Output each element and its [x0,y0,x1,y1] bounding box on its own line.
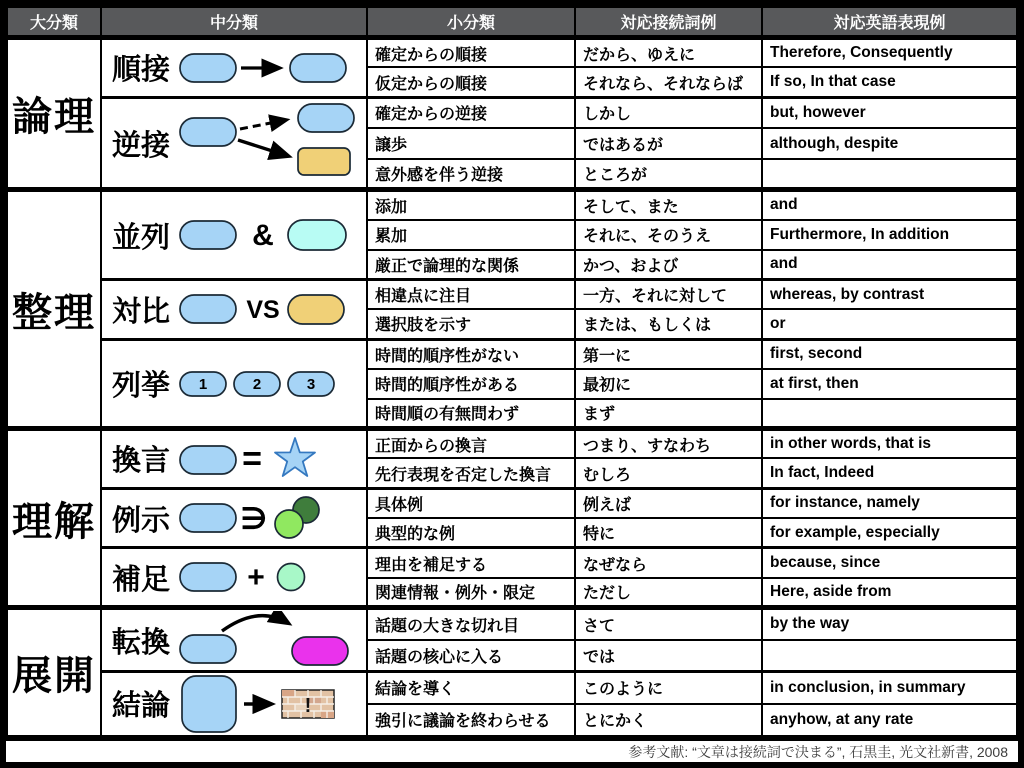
conjunction-example-cell: さて [575,608,762,640]
english-expression-cell: In fact, Indeed [762,458,1017,488]
english-expression-cell: in conclusion, in summary [762,671,1017,703]
reverse-arrow-diagram [178,100,356,186]
plus-symbol: + [247,561,265,595]
mid-category-label: 並列 [112,221,171,254]
conjunction-example-cell: むしろ [575,458,762,488]
english-expression-cell: first, second [762,339,1017,369]
conjunction-example-cell: かつ、および [575,250,762,280]
english-expression-cell: Furthermore, In addition [762,220,1017,250]
mid-category-cell [101,38,367,98]
mid-category-cell [101,97,367,190]
mid-category-content [104,557,364,598]
mid-category-label: 補足 [112,563,171,596]
table-row [7,548,1017,578]
table-row [7,488,1017,518]
english-expression-cell: and [762,250,1017,280]
sub-category-cell: 関連情報・例外・限定 [367,578,575,608]
english-expression-cell: for example, especially [762,518,1017,548]
shift-diagram [178,611,354,669]
concept-pill [180,54,236,82]
alt-concept-box [298,148,350,175]
english-expression-cell: by the way [762,608,1017,640]
concept-pill [180,446,236,474]
sub-category-cell: 確定からの順接 [367,38,575,68]
sub-category-cell: 時間的順序性がない [367,339,575,369]
english-expression-cell: or [762,309,1017,339]
english-expression-cell: although, despite [762,128,1017,159]
concept-pill [180,221,236,249]
english-expression-cell [762,399,1017,429]
english-expression-cell [762,159,1017,190]
concept-pill [290,54,346,82]
conjunction-example-cell: つまり、すなわち [575,429,762,459]
conjunction-example-cell: なぜなら [575,548,762,578]
sub-category-cell: 話題の核心に入る [367,640,575,672]
brick-wall-icon [282,690,334,718]
curved-arrow [222,616,288,631]
exclamation-mark: ! [304,694,312,717]
conjunction-example-cell: 第一に [575,339,762,369]
concept-square [182,676,236,732]
and-symbol: & [252,219,274,253]
mid-category-cell [101,548,367,608]
table-row [7,279,1017,309]
vs-symbol: VS [246,296,280,325]
table-row [7,38,1017,68]
english-expression-cell: and [762,190,1017,220]
english-expression-cell: in other words, that is [762,429,1017,459]
mid-category-content [104,436,364,482]
sub-category-cell: 仮定からの順接 [367,67,575,97]
mid-category-content [104,493,364,543]
sub-category-cell: 正面からの換言 [367,429,575,459]
sub-category-cell: 相違点に注目 [367,279,575,309]
english-expression-cell: If so, In that case [762,67,1017,97]
concept-pill-yellow [288,295,344,324]
english-expression-cell: at first, then [762,369,1017,399]
sub-category-cell: 結論を導く [367,671,575,703]
enumerate-diagram [178,363,340,403]
pill-number: 3 [306,376,316,394]
mid-category-content [104,100,364,186]
header-row [7,7,1017,38]
mid-category-cell [101,429,367,489]
english-expression-cell: Therefore, Consequently [762,38,1017,68]
mid-category-cell [101,190,367,280]
table-row [7,190,1017,220]
concept-pill [180,118,236,146]
star-shape [275,438,315,476]
mid-category-label: 列挙 [112,369,171,402]
table-row [7,339,1017,369]
mid-category-cell [101,671,367,736]
mid-category-label: 結論 [112,690,171,723]
sub-category-cell: 話題の大きな切れ目 [367,608,575,640]
mid-category-cell [101,339,367,429]
concept-pill [180,635,236,663]
table-body [7,38,1017,737]
sub-category-cell: 先行表現を否定した換言 [367,458,575,488]
paraphrase-diagram [178,436,346,482]
contrast-diagram [178,288,348,330]
conjunction-example-cell: だから、ゆえに [575,38,762,68]
supplement-diagram [178,557,346,597]
conjunction-example-cell: 最初に [575,369,762,399]
pill-number: 1 [198,376,208,394]
sub-category-cell: 典型的な例 [367,518,575,548]
sub-category-cell: 厳正で論理的な関係 [367,250,575,280]
mid-category-content [104,47,364,88]
sub-category-cell: 選択肢を示す [367,309,575,339]
conjunction-example-cell: ただし [575,578,762,608]
english-expression-cell [762,640,1017,672]
mid-category-label: 換言 [112,445,171,478]
sub-category-cell: 時間的順序性がある [367,369,575,399]
sub-category-cell: 確定からの逆接 [367,97,575,128]
classification-table [6,6,1018,737]
english-expression-cell: Here, aside from [762,578,1017,608]
dashed-arrow [240,120,286,129]
column-header: 対応英語表現例 [762,7,1017,38]
sub-category-cell: 添加 [367,190,575,220]
english-expression-cell: anyhow, at any rate [762,704,1017,736]
mid-category-label: 順接 [112,54,171,87]
conjunction-example-cell: では [575,640,762,672]
contains-symbol: ∋ [240,503,268,537]
column-header: 中分類 [101,7,367,38]
conjunction-example-cell: このように [575,671,762,703]
column-header: 大分類 [7,7,101,38]
mid-category-content [104,674,364,734]
concept-pill-magenta [292,637,348,665]
column-header: 小分類 [367,7,575,38]
table-header [7,7,1017,38]
sub-category-cell: 具体例 [367,488,575,518]
english-expression-cell: whereas, by contrast [762,279,1017,309]
mid-category-content [104,611,364,669]
major-category-cell: 理解 [7,429,101,608]
equals-symbol: = [242,439,262,478]
parallel-diagram [178,214,348,256]
mid-category-label: 転換 [112,626,171,659]
concept-pill [298,104,354,132]
table-row [7,429,1017,459]
sub-category-cell: 累加 [367,220,575,250]
concept-pill-cyan [288,220,346,250]
conjunction-example-cell: 一方、それに対して [575,279,762,309]
conjunction-example-cell: 例えば [575,488,762,518]
concept-pill [180,295,236,323]
table-row [7,608,1017,640]
table-row [7,671,1017,703]
mid-category-label: 逆接 [112,129,171,162]
mid-category-cell [101,608,367,672]
mid-category-content [104,214,364,256]
conjunction-example-cell: まず [575,399,762,429]
sub-category-cell: 時間順の有無問わず [367,399,575,429]
concept-pill [180,504,236,532]
conjunction-example-cell: 特に [575,518,762,548]
sub-category-cell: 意外感を伴う逆接 [367,159,575,190]
major-category-cell: 展開 [7,608,101,736]
example-diagram [178,493,346,543]
mid-category-cell [101,488,367,548]
mid-category-label: 例示 [112,504,171,537]
english-expression-cell: but, however [762,97,1017,128]
forward-arrow-diagram [178,48,348,88]
column-header: 対応接続詞例 [575,7,762,38]
reference-bar [6,737,1018,762]
conjunction-example-cell: そして、また [575,190,762,220]
concept-pill [180,563,236,591]
mid-category-content [104,288,364,330]
conjunction-example-cell: とにかく [575,704,762,736]
conjunction-example-cell: それなら、それならば [575,67,762,97]
english-expression-cell: for instance, namely [762,488,1017,518]
conjunction-example-cell: ところが [575,159,762,190]
major-category-cell: 論理 [7,38,101,190]
conjunction-example-cell: ではあるが [575,128,762,159]
example-circle-light [275,510,303,538]
sub-category-cell: 強引に議論を終わらせる [367,704,575,736]
pill-number: 2 [252,376,262,394]
sub-category-cell: 譲歩 [367,128,575,159]
mid-category-content [104,363,364,404]
sub-category-cell: 理由を補足する [367,548,575,578]
table-row [7,97,1017,128]
english-expression-cell: because, since [762,548,1017,578]
major-category-cell: 整理 [7,190,101,429]
conjunction-example-cell: それに、そのうえ [575,220,762,250]
conjunction-example-cell: または、もしくは [575,309,762,339]
supplement-circle [278,564,305,591]
solid-arrow [238,140,288,156]
conclusion-diagram [178,674,356,734]
conjunction-example-cell: しかし [575,97,762,128]
reference-text: 参考文献: “文章は接続詞で決まる”, 石黒圭, 光文社新書, 2008 [628,743,1008,760]
mid-category-cell [101,279,367,339]
mid-category-label: 対比 [112,295,171,328]
